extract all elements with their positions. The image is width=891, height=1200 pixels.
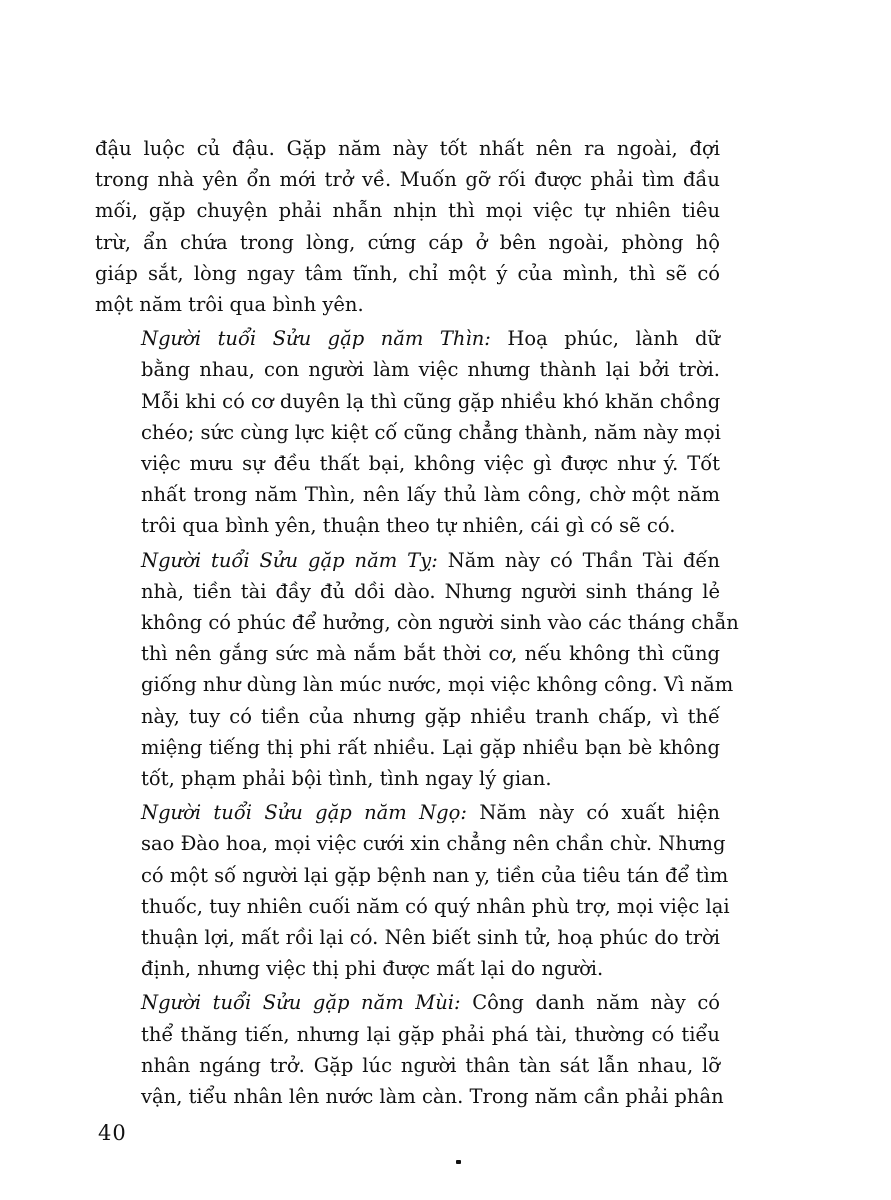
- text-line: tốt, phạm phải bội tình, tình ngay lý gian.: [141, 767, 552, 791]
- page-number: 40: [98, 1121, 127, 1145]
- text-line: thì nên gắng sức mà nắm bắt thời cơ, nếu không thì cũng: [141, 642, 720, 666]
- text-line: này, tuy có tiền của nhưng gặp nhiều tranh chấp, vì thế: [141, 704, 720, 728]
- paragraph-lead: Người tuổi Sửu gặp năm Tỵ:: [141, 548, 438, 572]
- text-line: Mỗi khi có cơ duyên lạ thì cũng gặp nhiều khó khăn chồng: [141, 389, 721, 413]
- text-line: [95, 987, 720, 1018]
- text-line: miệng tiếng thị phi rất nhiều. Lại gặp nhiều bạn bè không: [141, 735, 720, 759]
- text-line: nhà, tiền tài đầy đủ dồi dào. Nhưng người sinh tháng lẻ: [141, 579, 720, 603]
- text-run: Năm này có xuất hiện: [466, 801, 720, 825]
- paragraph-continuation: [95, 133, 720, 320]
- text-line: giáp sắt, lòng ngay tâm tĩnh, chỉ một ý của mình, thì sẽ có: [95, 261, 720, 285]
- text-run: Năm này có Thần Tài đến: [437, 548, 720, 572]
- text-line: định, nhưng việc thị phi được mất lại do người.: [141, 957, 604, 981]
- text-line: nhân ngáng trở. Gặp lúc người thân tàn sát lẫn nhau, lỡ: [141, 1053, 720, 1077]
- paragraph-lead: Người tuổi Sửu gặp năm Ngọ:: [141, 801, 467, 825]
- paragraph-mui: [95, 987, 724, 1112]
- paragraph-ngo: [95, 797, 730, 984]
- text-line: nhất trong năm Thìn, nên lấy thủ làm công, chờ một năm: [141, 483, 720, 507]
- text-line: đậu luộc củ đậu. Gặp năm này tốt nhất nên ra ngoài, đợi: [95, 137, 720, 160]
- paragraph-ty: [95, 545, 739, 795]
- text-line: thuốc, tuy nhiên cuối năm có quý nhân phù trợ, mọi việc lại: [141, 894, 730, 918]
- text-line: sao Đào hoa, mọi việc cưới xin chẳng nên chần chừ. Nhưng: [141, 832, 726, 856]
- text-line: trôi qua bình yên, thuận theo tự nhiên, cái gì có sẽ có.: [141, 514, 676, 538]
- text-line: việc mưu sự đều thất bại, không việc gì được như ý. Tốt: [141, 452, 720, 476]
- text-line: [95, 323, 720, 354]
- text-line: bằng nhau, con người làm việc nhưng thành lại bởi trời.: [141, 358, 720, 382]
- paragraph-thin: [95, 323, 720, 541]
- text-line: chéo; sức cùng lực kiệt cố cũng chẳng thành, năm này mọi: [141, 420, 721, 444]
- text-line: giống như dùng làn múc nước, mọi việc không công. Vì năm: [141, 673, 734, 697]
- text-line: không có phúc để hưởng, còn người sinh vào các tháng chẵn: [141, 611, 739, 635]
- text-run: Hoạ phúc, lành dữ: [490, 327, 720, 351]
- paragraph-lead: Người tuổi Sửu gặp năm Thìn:: [141, 327, 491, 351]
- text-line: một năm trôi qua bình yên.: [95, 293, 364, 317]
- text-line: có một số người lại gặp bệnh nan y, tiền của tiêu tán để tìm: [141, 863, 729, 887]
- text-line: trừ, ẩn chứa trong lòng, cứng cáp ở bên ngoài, phòng hộ: [95, 230, 720, 254]
- text-line: thể thăng tiến, nhưng lại gặp phải phá tài, thường có tiểu: [141, 1022, 720, 1046]
- paragraph-lead: Người tuổi Sửu gặp năm Mùi:: [141, 991, 461, 1015]
- text-line: [95, 797, 720, 828]
- print-mark: [456, 1160, 461, 1164]
- text-line: [95, 545, 720, 576]
- text-line: trong nhà yên ổn mới trở về. Muốn gỡ rối được phải tìm đầu: [95, 168, 720, 192]
- text-line: mối, gặp chuyện phải nhẫn nhịn thì mọi việc tự nhiên tiêu: [95, 199, 720, 223]
- text-line: thuận lợi, mất rồi lại có. Nên biết sinh tử, hoạ phúc do trời: [141, 926, 720, 950]
- text-line: vận, tiểu nhân lên nước làm càn. Trong năm cần phải phân: [141, 1085, 724, 1109]
- body-text: [95, 133, 739, 1115]
- text-run: Công danh năm này có: [460, 991, 720, 1015]
